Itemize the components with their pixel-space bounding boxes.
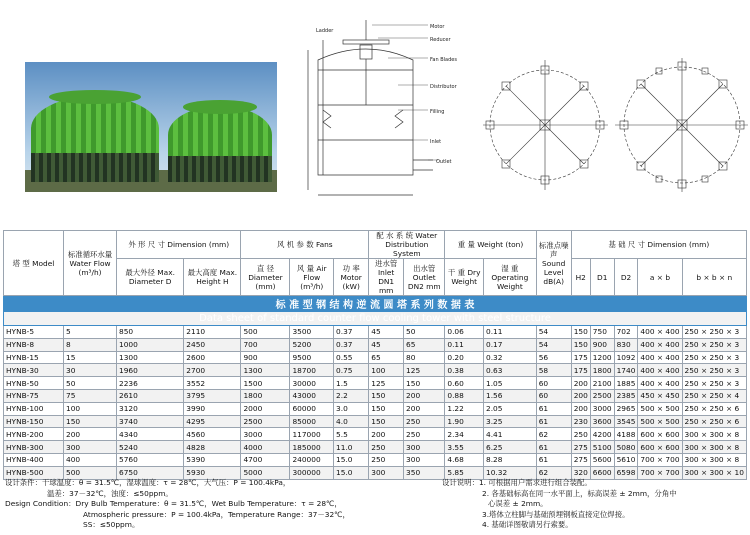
table-cell: 300	[369, 466, 404, 479]
table-cell: 45	[369, 338, 404, 351]
table-cell: 62	[536, 428, 571, 441]
table-cell: 60	[536, 389, 571, 402]
foundation-plan-large	[610, 10, 750, 215]
table-cell: 2000	[241, 402, 290, 415]
table-cell: 15.0	[334, 466, 369, 479]
table-cell: 1.90	[445, 415, 484, 428]
table-cell: 15	[64, 351, 117, 364]
table-cell: HYNB-15	[4, 351, 64, 364]
table-cell: 5	[64, 326, 117, 339]
table-cell: 250 × 250 × 6	[682, 415, 746, 428]
table-cell: 250 × 250 × 3	[682, 326, 746, 339]
table-cell: 5610	[614, 453, 638, 466]
foundation-plan-small	[478, 10, 613, 215]
table-cell: 0.60	[445, 377, 484, 390]
table-cell: 700	[241, 338, 290, 351]
table-cell: 300 × 300 × 8	[682, 453, 746, 466]
table-cell: 4200	[590, 428, 614, 441]
table-cell: 250	[369, 453, 404, 466]
table-cell: 200	[64, 428, 117, 441]
table-cell: 185000	[290, 441, 334, 454]
table-cell: 250 × 250 × 3	[682, 351, 746, 364]
table-cell: 3.55	[445, 441, 484, 454]
table-cell: HYNB-300	[4, 441, 64, 454]
table-cell: 5760	[117, 453, 184, 466]
table-cell: 500	[64, 466, 117, 479]
table-cell: 0.63	[484, 364, 537, 377]
col-air-flow: 风 量 Air Flow (m³/h)	[290, 259, 334, 296]
table-cell: 4828	[184, 441, 241, 454]
table-cell: 75	[64, 389, 117, 402]
table-title-cn: 标 准 型 钢 结 构 逆 流 圆 塔 系 列 数 据 表	[4, 296, 747, 312]
table-cell: 8.28	[484, 453, 537, 466]
table-cell: 250	[571, 428, 590, 441]
table-cell: 1800	[590, 364, 614, 377]
table-cell: 250 × 250 × 3	[682, 377, 746, 390]
table-row	[4, 338, 747, 351]
design-notes	[442, 478, 677, 531]
table-cell: 600 × 600	[638, 428, 682, 441]
table-cell: 200	[404, 389, 445, 402]
table-cell: 200	[404, 402, 445, 415]
table-cell: 400	[64, 453, 117, 466]
col-base-dim: 基 础 尺 寸 Dimension (mm)	[571, 231, 746, 259]
col-h2: H2	[571, 259, 590, 296]
table-cell: 250 × 250 × 6	[682, 402, 746, 415]
table-cell: HYNB-150	[4, 415, 64, 428]
table-cell: 0.38	[445, 364, 484, 377]
table-cell: HYNB-400	[4, 453, 64, 466]
table-cell: 18700	[290, 364, 334, 377]
table-cell: HYNB-50	[4, 377, 64, 390]
table-cell: 150	[571, 326, 590, 339]
table-cell: 300	[404, 453, 445, 466]
col-d2: D2	[614, 259, 638, 296]
table-cell: 6598	[614, 466, 638, 479]
table-cell: 150	[571, 338, 590, 351]
table-cell: 3.0	[334, 402, 369, 415]
table-cell: HYNB-75	[4, 389, 64, 402]
table-cell: 2100	[590, 377, 614, 390]
col-weight: 重 量 Weight (ton)	[445, 231, 536, 259]
table-cell: 2385	[614, 389, 638, 402]
table-cell: 2236	[117, 377, 184, 390]
table-row	[4, 351, 747, 364]
table-cell: 275	[571, 453, 590, 466]
table-cell: 0.37	[334, 326, 369, 339]
col-d1: D1	[590, 259, 614, 296]
table-cell: 117000	[290, 428, 334, 441]
table-cell: 150	[404, 377, 445, 390]
table-cell: 700 × 700	[638, 453, 682, 466]
note-right: 心误差 ± 2mm。	[488, 499, 548, 508]
table-cell: 150	[64, 415, 117, 428]
table-cell: 0.11	[484, 326, 537, 339]
design-conditions	[5, 478, 350, 531]
table-cell: HYNB-8	[4, 338, 64, 351]
col-fans: 风 机 参 数 Fans	[241, 231, 369, 259]
table-cell: 300000	[290, 466, 334, 479]
table-cell: 1.56	[484, 389, 537, 402]
col-axb: a × b	[638, 259, 682, 296]
table-cell: 5600	[590, 453, 614, 466]
table-cell: 2.2	[334, 389, 369, 402]
table-cell: 2500	[590, 389, 614, 402]
table-cell: 250	[369, 441, 404, 454]
table-cell: 4.41	[484, 428, 537, 441]
table-cell: 56	[536, 351, 571, 364]
elevation-drawing	[288, 10, 478, 215]
table-cell: 250 × 250 × 3	[682, 364, 746, 377]
table-cell: 400 × 400	[638, 338, 682, 351]
table-cell: 4295	[184, 415, 241, 428]
table-cell: 500 × 500	[638, 415, 682, 428]
cooling-tower-photo	[25, 62, 277, 192]
table-cell: 700 × 700	[638, 466, 682, 479]
table-cell: 30	[64, 364, 117, 377]
table-cell: 62	[536, 466, 571, 479]
table-cell: 3545	[614, 415, 638, 428]
table-cell: 15.0	[334, 453, 369, 466]
table-cell: 1000	[117, 338, 184, 351]
note-right: 设计说明：1. 可根据用户需求进行组合装配。	[442, 478, 592, 487]
table-cell: 2600	[184, 351, 241, 364]
table-cell: 10.32	[484, 466, 537, 479]
table-cell: 45	[369, 326, 404, 339]
table-cell: 60000	[290, 402, 334, 415]
table-cell: 3740	[117, 415, 184, 428]
note-left: Atmospheric pressure：P = 100.4kPa，Temperature Range：37－32℃，	[83, 509, 350, 519]
note-left: SS：≤50ppm。	[83, 520, 140, 529]
table-cell: 175	[571, 364, 590, 377]
col-max-dia: 最大外径 Max. Diameter D	[117, 259, 184, 296]
table-cell: 50	[404, 326, 445, 339]
table-cell: 2.34	[445, 428, 484, 441]
outlet-label: Outlet	[436, 159, 452, 165]
col-outlet: 出水管 Outlet DN2 mm	[404, 259, 445, 296]
table-cell: 5390	[184, 453, 241, 466]
table-cell: 5080	[614, 441, 638, 454]
table-cell: 125	[404, 364, 445, 377]
table-cell: 0.17	[484, 338, 537, 351]
table-cell: 6600	[590, 466, 614, 479]
table-cell: 2610	[117, 389, 184, 402]
table-cell: 3500	[290, 326, 334, 339]
table-cell: 250	[404, 415, 445, 428]
table-cell: 150	[369, 402, 404, 415]
table-cell: 3600	[590, 415, 614, 428]
table-cell: 350	[404, 466, 445, 479]
table-cell: 1200	[590, 351, 614, 364]
table-cell: 1.22	[445, 402, 484, 415]
table-row	[4, 415, 747, 428]
table-cell: 4340	[117, 428, 184, 441]
table-cell: 6750	[117, 466, 184, 479]
table-cell: 8	[64, 338, 117, 351]
table-cell: 3000	[590, 402, 614, 415]
table-cell: 0.32	[484, 351, 537, 364]
table-cell: 5930	[184, 466, 241, 479]
col-max-height: 最大高度 Max. Height H	[184, 259, 241, 296]
table-cell: 400 × 400	[638, 377, 682, 390]
table-cell: 250 × 250 × 4	[682, 389, 746, 402]
table-cell: 200	[571, 389, 590, 402]
table-cell: 250 × 250 × 3	[682, 338, 746, 351]
table-cell: 1.05	[484, 377, 537, 390]
col-water-dist: 配 水 系 统 Water Distribution System	[369, 231, 445, 259]
table-cell: 4.68	[445, 453, 484, 466]
table-cell: 2.05	[484, 402, 537, 415]
table-cell: 1300	[241, 364, 290, 377]
note-left: 设计条件：干球温度：θ = 31.5℃，湿球温度：τ = 28℃，大气压：P = 100.4kPa，	[5, 478, 291, 487]
table-cell: 65	[404, 338, 445, 351]
table-cell: 65	[369, 351, 404, 364]
table-cell: 2110	[184, 326, 241, 339]
table-row	[4, 326, 747, 339]
table-cell: HYNB-200	[4, 428, 64, 441]
table-cell: 300 × 300 × 8	[682, 428, 746, 441]
table-cell: 4188	[614, 428, 638, 441]
table-cell: 3120	[117, 402, 184, 415]
col-model: 塔 型 Model	[4, 231, 64, 296]
table-cell: 175	[571, 351, 590, 364]
table-cell: 0.55	[334, 351, 369, 364]
table-cell: 5.5	[334, 428, 369, 441]
table-cell: 4.0	[334, 415, 369, 428]
table-cell: 61	[536, 441, 571, 454]
table-cell: 320	[571, 466, 590, 479]
col-sound: 标准点噪 声 Sound Level dB(A)	[536, 231, 571, 296]
table-cell: 300	[64, 441, 117, 454]
table-cell: 230	[571, 415, 590, 428]
table-cell: HYNB-500	[4, 466, 64, 479]
table-cell: 0.20	[445, 351, 484, 364]
table-cell: 300 × 300 × 10	[682, 466, 746, 479]
table-cell: 80	[404, 351, 445, 364]
table-cell: 54	[536, 338, 571, 351]
table-title-en: Data sheet of standard counter flow cooling tower with steel structure	[4, 312, 747, 326]
table-cell: 1092	[614, 351, 638, 364]
table-cell: 900	[241, 351, 290, 364]
table-cell: 2450	[184, 338, 241, 351]
table-cell: 1885	[614, 377, 638, 390]
table-cell: 240000	[290, 453, 334, 466]
table-cell: 200	[369, 428, 404, 441]
table-cell: 500 × 500	[638, 402, 682, 415]
table-cell: 1800	[241, 389, 290, 402]
table-cell: 750	[590, 326, 614, 339]
table-row	[4, 441, 747, 454]
table-cell: 3552	[184, 377, 241, 390]
table-cell: 5000	[241, 466, 290, 479]
table-cell: 500	[241, 326, 290, 339]
table-cell: 150	[369, 415, 404, 428]
table-cell: 5100	[590, 441, 614, 454]
table-cell: 400 × 400	[638, 326, 682, 339]
ladder-label: Ladder	[316, 28, 334, 34]
table-row	[4, 453, 747, 466]
table-cell: 3795	[184, 389, 241, 402]
table-cell: 200	[571, 377, 590, 390]
table-cell: 61	[536, 415, 571, 428]
table-row	[4, 389, 747, 402]
reducer-label: Reducer	[430, 37, 451, 43]
data-sheet-table	[3, 230, 747, 480]
table-cell: 4560	[184, 428, 241, 441]
table-cell: 600 × 600	[638, 441, 682, 454]
col-bxbxn: b × b × n	[682, 259, 746, 296]
table-cell: 58	[536, 364, 571, 377]
table-cell: 0.06	[445, 326, 484, 339]
header-graphics	[0, 0, 750, 225]
fan-blades-label: Fan Blades	[430, 57, 457, 63]
table-cell: 54	[536, 326, 571, 339]
table-cell: 450 × 450	[638, 389, 682, 402]
table-cell: 4700	[241, 453, 290, 466]
note-right: 2. 各基础标高在同一水平面上，标高误差 ± 2mm，分角中	[482, 488, 677, 498]
col-fan-dia: 直 径 Diameter (mm)	[241, 259, 290, 296]
table-cell: 11.0	[334, 441, 369, 454]
table-cell: 702	[614, 326, 638, 339]
table-cell: 1300	[117, 351, 184, 364]
table-cell: 9500	[290, 351, 334, 364]
note-left: Design Condition：Dry Bulb Temperature：θ = 31.5℃，Wet Bulb Temperature：τ = 28℃，	[5, 499, 342, 508]
table-cell: 43000	[290, 389, 334, 402]
col-motor: 功 率 Motor (kW)	[334, 259, 369, 296]
table-cell: 0.75	[334, 364, 369, 377]
table-cell: 830	[614, 338, 638, 351]
table-cell: 150	[369, 389, 404, 402]
table-cell: 61	[536, 453, 571, 466]
table-cell: 30000	[290, 377, 334, 390]
table-cell: HYNB-30	[4, 364, 64, 377]
filling-label: Filling	[430, 109, 445, 115]
table-cell: 0.88	[445, 389, 484, 402]
note-left: 温差：37－32℃，浊度：≤50ppm。	[47, 488, 173, 498]
table-cell: 3000	[241, 428, 290, 441]
table-cell: 400 × 400	[638, 351, 682, 364]
note-right: 4. 基础详图敬请另行索要。	[482, 520, 573, 529]
note-right: 3.塔体立柱脚与基础预埋钢板直接定位焊接。	[482, 509, 630, 519]
col-water-flow: 标准循环水量 Water Flow (m³/h)	[64, 231, 117, 296]
table-row	[4, 428, 747, 441]
col-inlet: 进水管 Inlet DN1 mm	[369, 259, 404, 296]
table-cell: 61	[536, 402, 571, 415]
table-cell: 100	[369, 364, 404, 377]
table-cell: 850	[117, 326, 184, 339]
table-cell: 1740	[614, 364, 638, 377]
table-cell: 85000	[290, 415, 334, 428]
inlet-label: Inlet	[430, 139, 442, 145]
table-cell: 50	[64, 377, 117, 390]
table-cell: 2700	[184, 364, 241, 377]
table-cell: 250	[404, 428, 445, 441]
table-cell: 3990	[184, 402, 241, 415]
table-cell: 100	[64, 402, 117, 415]
table-cell: 0.37	[334, 338, 369, 351]
col-dry: 干 重 Dry Weight	[445, 259, 484, 296]
distributor-label: Distributor	[430, 84, 457, 90]
table-cell: 300 × 300 × 8	[682, 441, 746, 454]
table-cell: HYNB-100	[4, 402, 64, 415]
table-cell: 5240	[117, 441, 184, 454]
table-row	[4, 402, 747, 415]
table-cell: 2500	[241, 415, 290, 428]
table-cell: 5200	[290, 338, 334, 351]
table-cell: 400 × 400	[638, 364, 682, 377]
table-cell: 300	[404, 441, 445, 454]
table-cell: 125	[369, 377, 404, 390]
table-cell: 0.11	[445, 338, 484, 351]
table-cell: HYNB-5	[4, 326, 64, 339]
table-cell: 1.5	[334, 377, 369, 390]
table-cell: 5.85	[445, 466, 484, 479]
table-cell: 275	[571, 441, 590, 454]
table-cell: 1500	[241, 377, 290, 390]
motor-label: Motor	[430, 24, 445, 30]
table-cell: 1960	[117, 364, 184, 377]
col-dimension: 外 形 尺 寸 Dimension (mm)	[117, 231, 241, 259]
table-cell: 60	[536, 377, 571, 390]
table-row	[4, 364, 747, 377]
table-cell: 3.25	[484, 415, 537, 428]
table-cell: 200	[571, 402, 590, 415]
table-cell: 2965	[614, 402, 638, 415]
col-operating: 湿 重 Operating Weight	[484, 259, 537, 296]
table-row	[4, 377, 747, 390]
table-cell: 900	[590, 338, 614, 351]
table-cell: 4000	[241, 441, 290, 454]
table-cell: 6.25	[484, 441, 537, 454]
